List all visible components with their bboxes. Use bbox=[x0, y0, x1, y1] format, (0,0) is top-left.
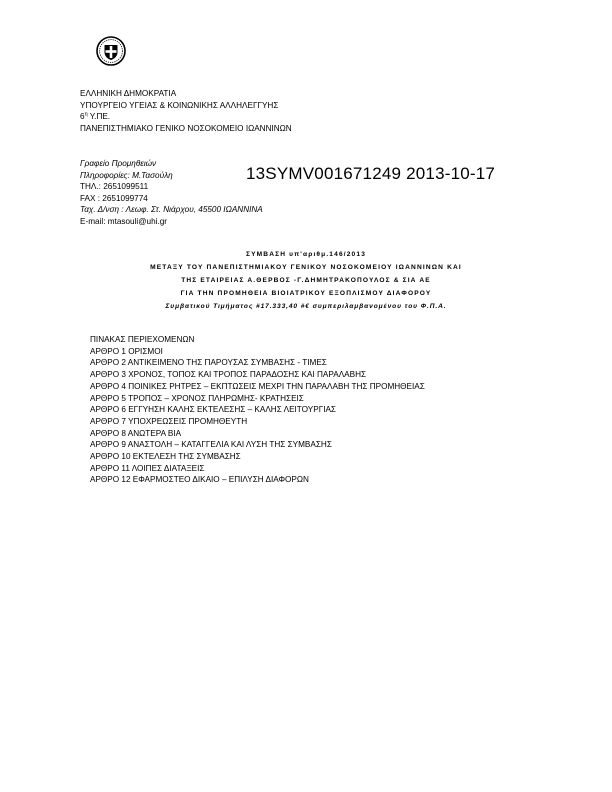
toc-heading: ΠΙΝΑΚΑΣ ΠΕΡΙΕΧΟΜΕΝΩΝ bbox=[90, 335, 195, 344]
header-region-suffix: η bbox=[84, 111, 88, 118]
header-region bbox=[80, 111, 292, 123]
toc-item: ΑΡΘΡΟ 4 ΠΟΙΝΙΚΕΣ ΡΗΤΡΕΣ – ΕΚΠΤΩΣΕΙΣ ΜΕΧΡΙ ΤΗΝ ΠΑΡΑΛΑΒΗ ΤΗΣ ΠΡΟΜΗΘΕΙΑΣ bbox=[90, 381, 425, 391]
greek-emblem-icon bbox=[96, 36, 126, 66]
toc-item: ΑΡΘΡΟ 1 ΟΡΙΣΜΟΙ bbox=[90, 346, 163, 356]
contact-info: Πληροφορίες: Μ.Τασούλη bbox=[80, 170, 173, 180]
toc-item: ΑΡΘΡΟ 9 ΑΝΑΣΤΟΛΗ – ΚΑΤΑΓΓΕΛΙΑ ΚΑΙ ΛΥΣΗ ΤΗΣ ΣΥΜΒΑΣΗΣ bbox=[90, 440, 332, 450]
header-region-label: Υ.ΠΕ. bbox=[87, 112, 111, 121]
header-region-number: 6 bbox=[80, 112, 85, 121]
toc-item: ΑΡΘΡΟ 10 ΕΚΤΕΛΕΣΗ ΤΗΣ ΣΥΜΒΑΣΗΣ bbox=[90, 452, 241, 462]
toc-item: ΑΡΘΡΟ 3 ΧΡΟΝΟΣ, ΤΟΠΟΣ ΚΑΙ ΤΡΟΠΟΣ ΠΑΡΑΔΟΣΗΣ ΚΑΙ ΠΑΡΑΛΑΒΗΣ bbox=[90, 370, 367, 380]
contact-address: Ταχ. Δ/νση : Λεωφ. Στ. Νιάρχου, 45500 ΙΩΑΝΝΙΝΑ bbox=[80, 205, 263, 214]
document-id: 13SYMV001671249 2013-10-17 bbox=[246, 164, 496, 183]
contract-title-line: ΜΕΤΑΞΥ ΤΟΥ ΠΑΝΕΠΙΣΤΗΜΙΑΚΟΥ ΓΕΝΙΚΟΥ ΝΟΣΟΚΟΜΕΙΟΥ ΙΩΑΝΝΙΝΩΝ ΚΑΙ bbox=[150, 264, 462, 271]
contact-email: E-mail: mtasouli@uhi.gr bbox=[80, 216, 168, 226]
toc-item: ΑΡΘΡΟ 8 ΑΝΩΤΕΡΑ ΒΙΑ bbox=[90, 428, 182, 438]
toc-item: ΑΡΘΡΟ 2 ΑΝΤΙΚΕΙΜΕΝΟ ΤΗΣ ΠΑΡΟΥΣΑΣ ΣΥΜΒΑΣΗΣ - ΤΙΜΕΣ bbox=[90, 358, 327, 368]
toc-item: ΑΡΘΡΟ 6 ΕΓΓΥΗΣΗ ΚΑΛΗΣ ΕΚΤΕΛΕΣΗΣ – ΚΑΛΗΣ ΛΕΙΤΟΥΡΓΙΑΣ bbox=[90, 405, 336, 415]
contact-office: Γραφείο Προμηθειών bbox=[80, 159, 157, 168]
contact-fax: FAX : 2651099774 bbox=[80, 193, 148, 203]
issuer-header bbox=[80, 88, 292, 134]
toc-item: ΑΡΘΡΟ 7 ΥΠΟΧΡΕΩΣΕΙΣ ΠΡΟΜΗΘΕΥΤΗ bbox=[90, 416, 248, 426]
header-hospital: ΠΑΝΕΠΙΣΤΗΜΙΑΚΟ ΓΕΝΙΚΟ ΝΟΣΟΚΟΜΕΙΟ ΙΩΑΝΝΙΝΩΝ bbox=[80, 123, 292, 133]
contract-title bbox=[0, 248, 612, 313]
toc-item: ΑΡΘΡΟ 12 ΕΦΑΡΜΟΣΤΕΟ ΔΙΚΑΙΟ – ΕΠΙΛΥΣΗ ΔΙΑΦΟΡΩΝ bbox=[90, 475, 309, 485]
contact-phone: ΤΗΛ.: 2651099511 bbox=[80, 182, 149, 191]
toc-item: ΑΡΘΡΟ 5 ΤΡΟΠΟΣ – ΧΡΟΝΟΣ ΠΛΗΡΩΜΗΣ- ΚΡΑΤΗΣΕΙΣ bbox=[90, 393, 304, 403]
contract-title-line: ΓΙΑ ΤΗΝ ΠΡΟΜΗΘΕΙΑ ΒΙΟΙΑΤΡΙΚΟΥ ΕΞΟΠΛΙΣΜΟΥ ΔΙΑΦΟΡΟΥ bbox=[180, 290, 432, 297]
header-ministry: ΥΠΟΥΡΓΕΙΟ ΥΓΕΙΑΣ & ΚΟΙΝΩΝΙΚΗΣ ΑΛΛΗΛΕΓΓΥΗΣ bbox=[80, 100, 279, 110]
contract-title-line: ΣΥΜΒΑΣΗ υπ'αριθμ.146/2013 bbox=[245, 251, 367, 258]
contact-block bbox=[80, 158, 263, 227]
table-of-contents bbox=[90, 334, 425, 486]
contract-price-line: Συμβατικού Τιμήματος #17.333,40 #€ συμπεριλαμβανομένου του Φ.Π.Α. bbox=[165, 303, 447, 310]
contract-title-line: ΤΗΣ ΕΤΑΙΡΕΙΑΣ Α.ΘΕΡΒΟΣ -Γ.ΔΗΜΗΤΡΑΚΟΠΟΥΛΟΣ & ΣΙΑ ΑΕ bbox=[181, 277, 431, 284]
toc-item: ΑΡΘΡΟ 11 ΛΟΙΠΕΣ ΔΙΑΤΑΞΕΙΣ bbox=[90, 463, 205, 473]
header-country: ΕΛΛΗΝΙΚΗ ΔΗΜΟΚΡΑΤΙΑ bbox=[80, 89, 177, 98]
